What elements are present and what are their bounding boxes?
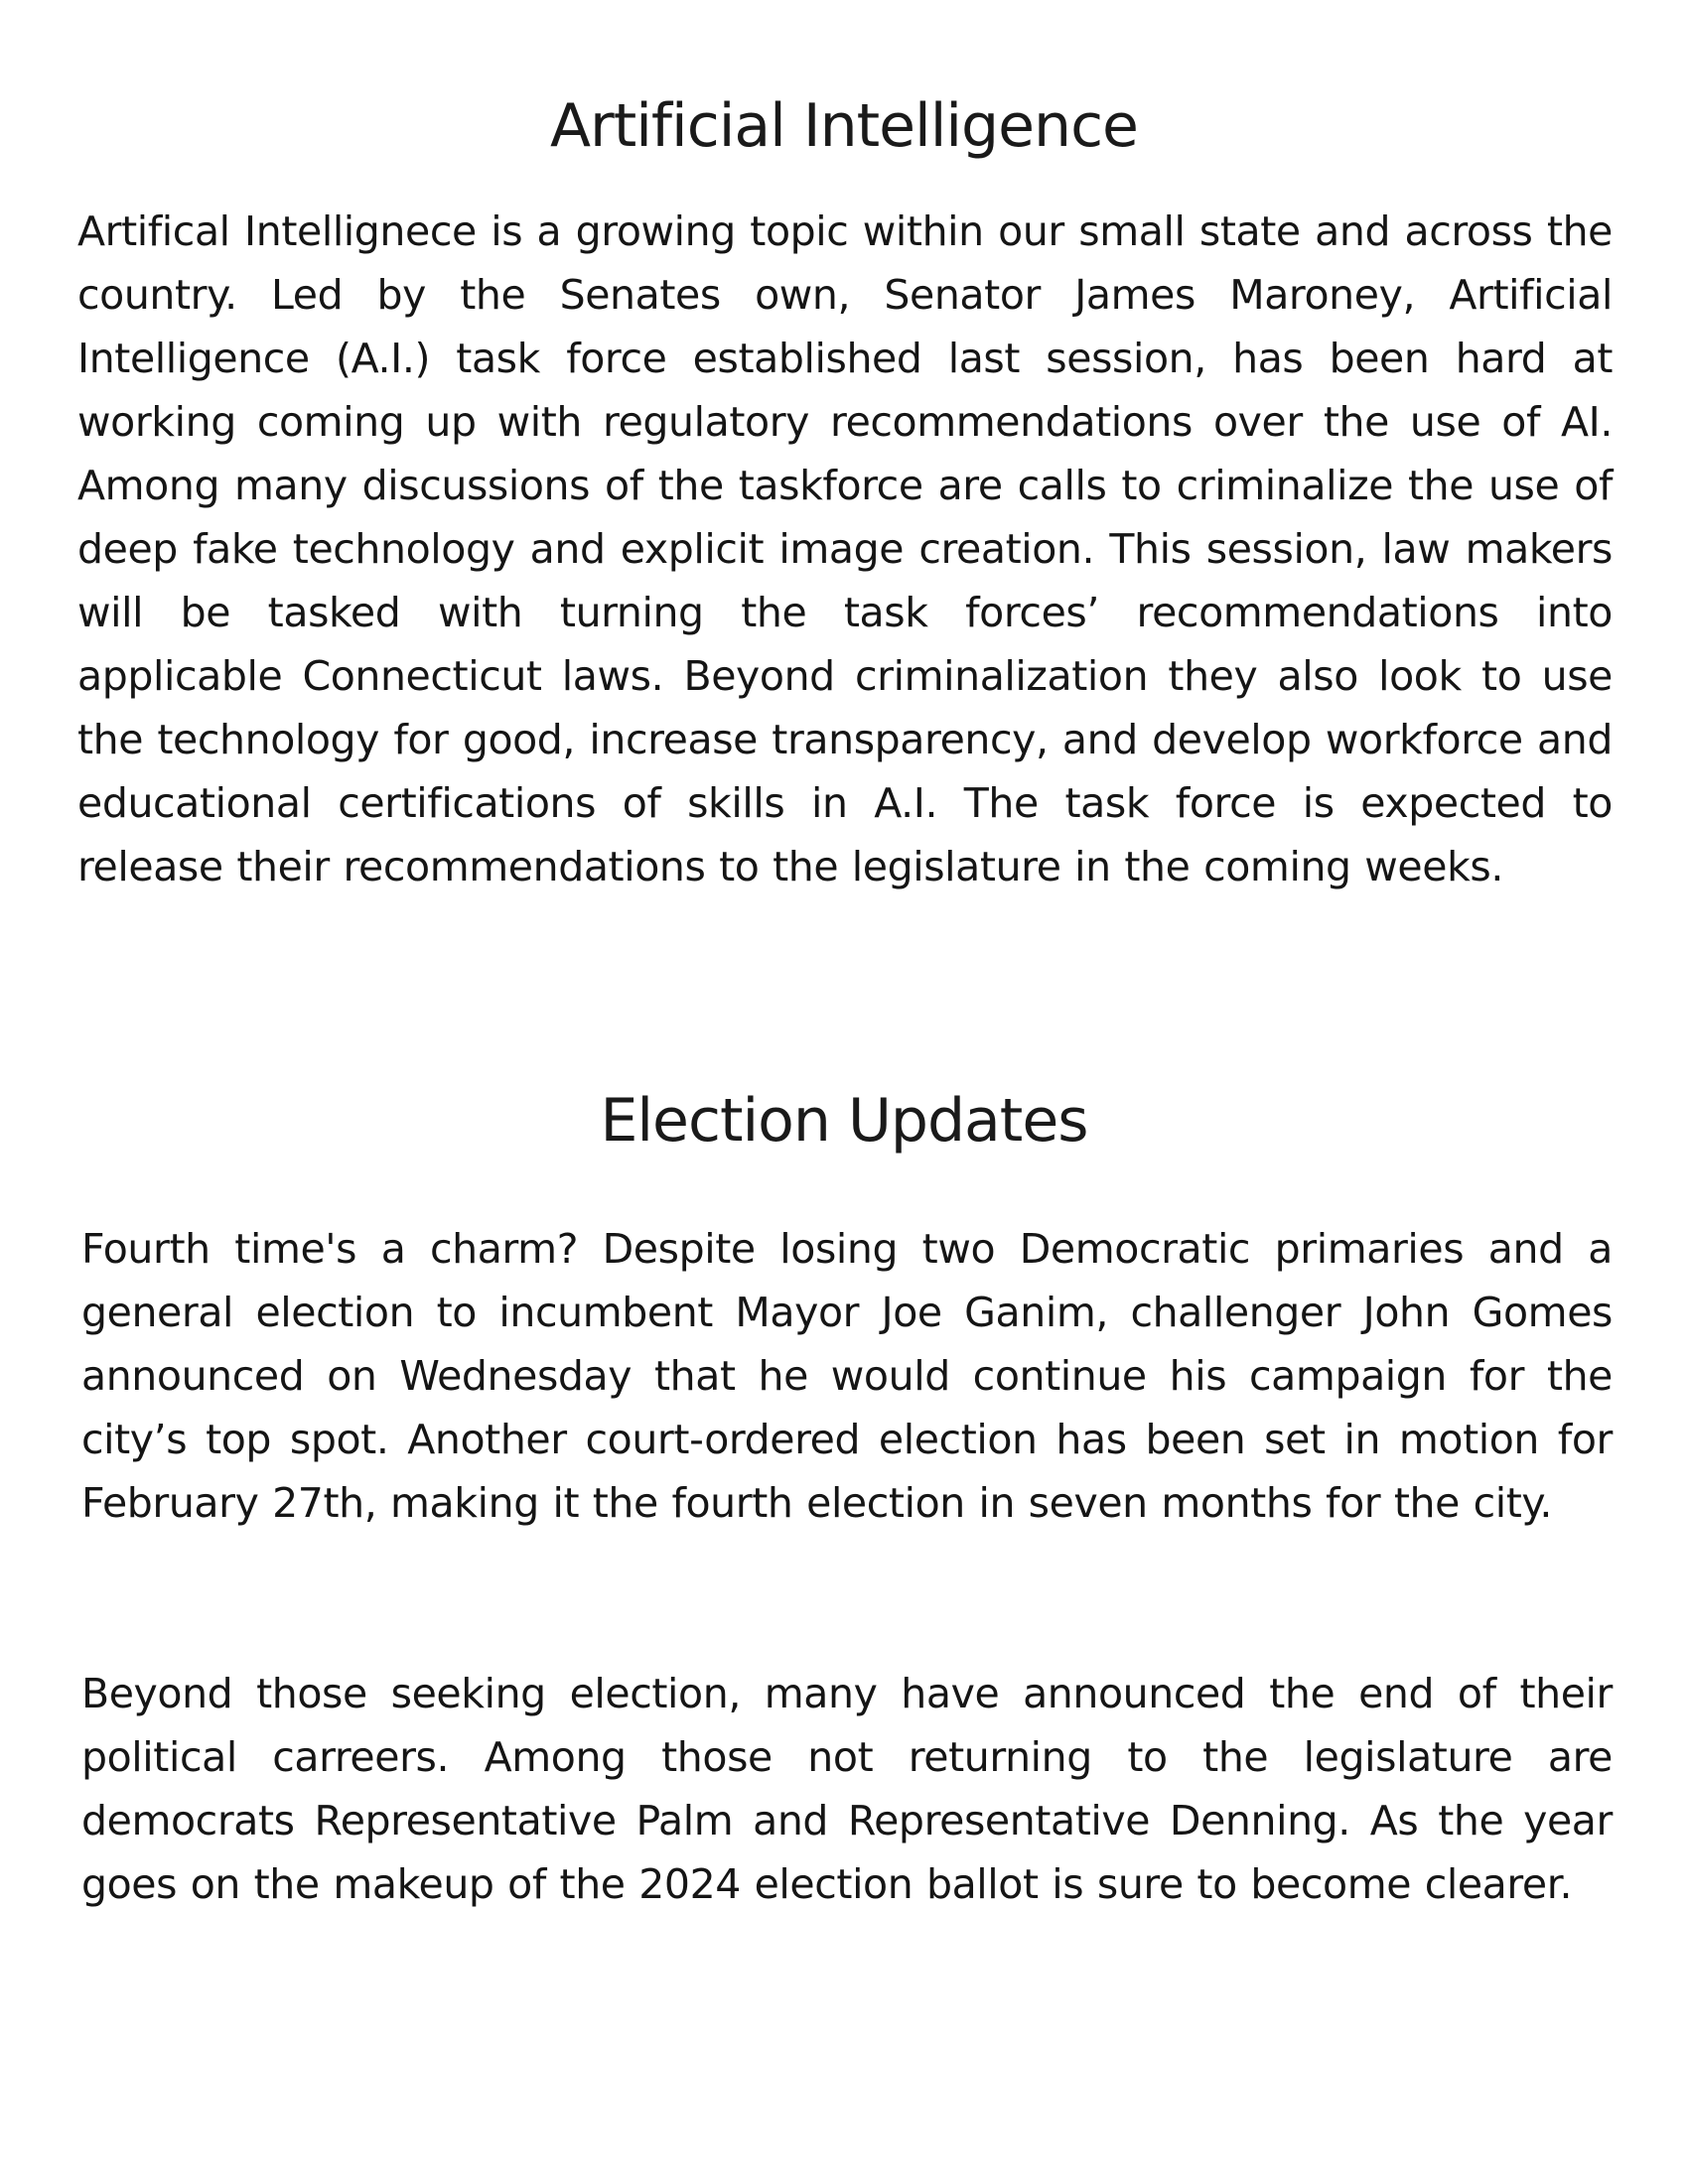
section-heading-artificial-intelligence: Artificial Intelligence: [550, 91, 1138, 161]
section-heading-election-updates: Election Updates: [600, 1086, 1088, 1156]
election-paragraph-retirements: Beyond those seeking election, many have announced the end of their political carreers. Among those not returning to the legislature are democrats Representative Palm and Representative Denning. As the year goes on the makeup of the 2024 election ballot is sure to become clearer.: [81, 1670, 1613, 1908]
election-paragraph-gomes: Fourth time's a charm? Despite losing two Democratic primaries and a general election to incumbent Mayor Joe Ganim, challenger John Gomes announced on Wednesday that he would continue his campaign for the city’s top spot. Another court-ordered election has been set in motion for February 27th, making it the fourth election in seven months for the city.: [81, 1225, 1613, 1527]
ai-paragraph: Artifical Intellignece is a growing topic within our small state and across the country. Led by the Senates own, Senator James Maroney, Artificial Intelligence (A.I.) task force established last session, has been hard at working coming up with regulatory recommendations over the use of AI. Among many discussions of the taskforce are calls to criminalize the use of deep fake technology and explicit image creation. This session, law makers will be tasked with turning the task forces’ recommendations into applicable Connecticut laws. Beyond criminalization they also look to use the technology for good, increase transparency, and develop workforce and educational certifications of skills in A.I. The task force is expected to release their recommendations to the legislature in the coming weeks.: [77, 207, 1613, 890]
